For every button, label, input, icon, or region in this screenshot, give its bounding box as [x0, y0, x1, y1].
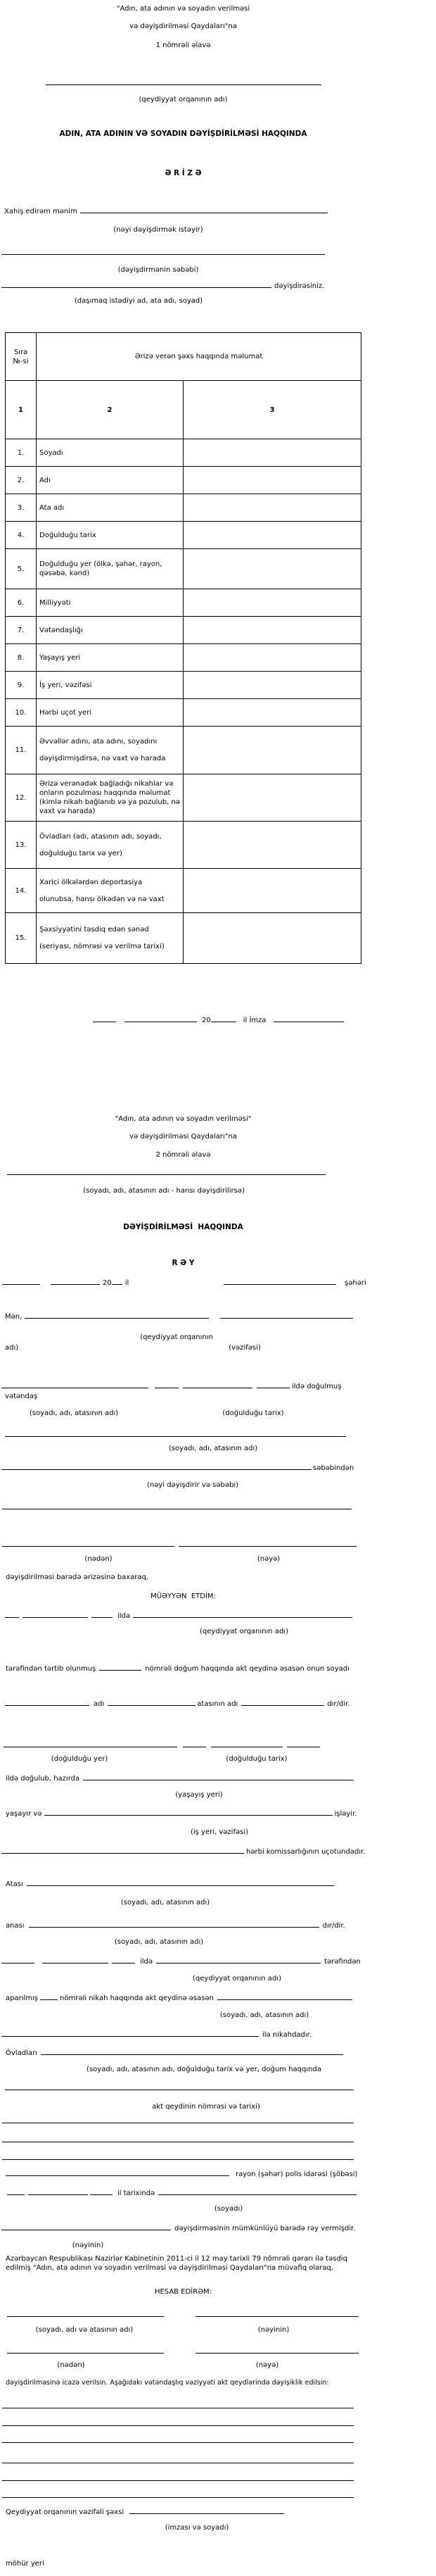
row-value-empty	[184, 439, 361, 467]
col-number-3: 3	[184, 381, 361, 439]
opinion-date-line	[4, 2188, 362, 2198]
decision-blank-right	[195, 2310, 359, 2320]
caption-change-reason: (dəyişdirmənin səbəbi)	[117, 266, 199, 274]
row-value-empty	[184, 869, 361, 913]
ilde-text: ildə	[117, 1612, 131, 1620]
blank-field	[2, 1502, 352, 1509]
blank-field	[224, 1278, 336, 1285]
police-text: rayon (şəhər) polis idarəsi (şöbəsi)	[236, 2170, 358, 2178]
blank-field	[5, 1699, 89, 1706]
opinion-line	[4, 2223, 362, 2233]
seal-place-text: möhür yeri	[6, 2560, 44, 2568]
col-header-number	[6, 333, 37, 381]
caption-job: (iş yeri, vəzifəsi)	[190, 1828, 249, 1836]
compiled-by-text: tərəfindən tərtib olunmuş	[6, 1665, 96, 1673]
blank-field	[241, 1699, 324, 1706]
row-label-line2: (seriyası, nömrəsi və verilmə tarixi)	[39, 943, 165, 950]
blank-field	[44, 1809, 333, 1816]
row-label-line2: doğulduğu tarix və yer)	[39, 849, 122, 857]
table-row	[6, 549, 361, 589]
blank-line	[4, 2419, 362, 2429]
from-to-blanks-line	[4, 1540, 362, 1550]
decision-blanks-line	[4, 2346, 362, 2356]
caption-position: (vəzifəsi)	[229, 1344, 261, 1352]
il-text: il	[124, 1279, 129, 1287]
request-line	[4, 206, 362, 216]
row-value-empty	[184, 467, 361, 494]
caption-children-part1: (soyadı, adı, atasının adı, doğulduğu tarix və yer, doğum haqqında	[86, 2066, 321, 2073]
blank-field	[195, 2346, 359, 2354]
blank-field	[7, 2346, 164, 2354]
blank-field	[274, 1015, 344, 1022]
blank-field	[2, 2401, 354, 2408]
blank-line	[4, 1502, 362, 1512]
table-row	[6, 644, 361, 672]
blank-field	[133, 1611, 352, 1618]
row-label-line1: Doğulduğu yer (ölkə, şəhər, rayon, qəsəbə, kənd)	[39, 560, 162, 577]
blank-field	[40, 1993, 58, 2000]
blank-field	[211, 1015, 236, 1022]
annex1-note-line3: 1 nömrəli əlavə	[155, 42, 211, 49]
row-label	[37, 913, 184, 964]
blank-line	[4, 1430, 362, 1440]
mother-line	[4, 1921, 362, 1930]
father-line	[4, 1879, 362, 1889]
work-line	[4, 1809, 362, 1818]
mother-text: anası	[6, 1922, 25, 1930]
caption-fio: (soyadı, adı, atasının adı)	[219, 2011, 309, 2019]
blank-line	[4, 2401, 362, 2411]
blank-field	[1, 1463, 312, 1470]
blank-field	[179, 1540, 357, 1547]
caption-residence: (yaşayış yeri)	[175, 1791, 223, 1799]
row-label-line1: İş yeri, vəzifəsi	[39, 681, 92, 689]
row-value-empty	[184, 549, 361, 589]
police-line	[4, 2169, 362, 2179]
registry-name-blank-line	[4, 78, 362, 88]
table-header-row	[6, 333, 361, 381]
caption-registry-name: (qeydiyyat orqanının adı)	[200, 1628, 288, 1635]
blank-line	[4, 2436, 362, 2446]
blank-field	[211, 1740, 283, 1747]
blank-field	[7, 2310, 164, 2317]
caption-fio: (soyadı, adı, atasının adı)	[168, 1445, 258, 1452]
blank-line	[4, 2491, 362, 2501]
table-row	[6, 774, 361, 822]
row-label	[37, 439, 184, 467]
blank-field	[93, 1015, 116, 1022]
blank-field	[7, 2188, 25, 2195]
row-label	[37, 644, 184, 672]
blank-field	[28, 2188, 88, 2195]
blank-field	[5, 1611, 19, 1618]
row-label	[37, 699, 184, 727]
annex1-subtitle-erize: Ə R İ Z Ə	[165, 169, 202, 177]
caption-what-to-change: (nəyi dəyişdirmək istəyir)	[113, 226, 203, 234]
birth-place-date-blanks	[4, 1740, 362, 1750]
blank-field	[91, 1611, 113, 1618]
ilde-text: ildə	[140, 1958, 153, 1966]
il-tarixinde-text: il tarixində	[117, 2189, 155, 2197]
reason-blank-line	[4, 248, 362, 258]
marriage-registry-line	[4, 1956, 362, 1966]
row-number: 9.	[6, 672, 37, 699]
annex1-note-line1: "Adın, ata adının və soyadın verilməsi	[116, 5, 250, 13]
annex1-note-line2: və dəyişdirilməsi Qaydaları"na	[129, 23, 237, 30]
reviewed-text: dəyişdirilməsi barədə ərizəsinə baxaraq,	[6, 1573, 149, 1581]
row-number: 11.	[6, 727, 37, 774]
row-number: 5.	[6, 549, 37, 589]
blank-field	[112, 1956, 135, 1964]
military-line	[4, 1847, 366, 1856]
caption-to: (nəyə)	[257, 1555, 281, 1563]
blank-field	[90, 2188, 113, 2195]
caption-registry-part2: adı)	[5, 1344, 19, 1352]
row-value-empty	[184, 727, 361, 774]
born-in-text: ildə doğulmuş	[292, 1383, 342, 1390]
row-label	[37, 589, 184, 617]
blank-field	[2, 2474, 354, 2481]
decision-blanks-line	[4, 2310, 362, 2320]
row-label	[37, 549, 184, 589]
decision-blank-right	[195, 2346, 359, 2356]
registry-date-line	[4, 1611, 362, 1621]
blank-field	[2, 2116, 354, 2123]
men-line	[4, 1312, 362, 1321]
row-label	[37, 774, 184, 822]
blank-field	[42, 1956, 108, 1964]
caption-children-part2: akt qeydinin nömrəsi və tarixi)	[152, 2103, 260, 2111]
blank-field	[2, 2456, 354, 2463]
row-label	[37, 494, 184, 522]
born-line	[4, 1381, 362, 1391]
year-prefix-text: 20	[202, 1017, 211, 1024]
caption-which-changed: (soyadı, adı, atasının adı - hansı dəyişdirilirsə)	[83, 1187, 245, 1195]
reason-line	[4, 1463, 362, 1473]
children-line	[4, 2048, 362, 2058]
blank-field	[5, 2083, 354, 2090]
caption-from: (nədən)	[84, 1555, 113, 1563]
city-text: şəhəri	[345, 1279, 366, 1287]
children-text: Övladları	[6, 2049, 37, 2057]
caption-registry-part1: (qeydiyyat orqanının	[140, 1333, 213, 1341]
table-row	[6, 494, 361, 522]
blank-field	[99, 1664, 141, 1671]
aparilmis-text: aparılmış	[6, 1994, 39, 2002]
blank-field	[1, 2223, 171, 2230]
adi-text: adı	[94, 1700, 105, 1708]
blank-field	[29, 1921, 319, 1928]
row-label	[37, 617, 184, 644]
caption-birth-place: (doğulduğu yer)	[51, 1755, 108, 1763]
row-label-line1: Xarici ölkələrdən deportasiya	[39, 878, 143, 886]
blank-field	[183, 1381, 252, 1388]
col-header-number-line1: Sıra	[13, 348, 28, 356]
marriage-act-line	[4, 1993, 362, 2003]
blank-field	[80, 206, 328, 213]
blank-field	[1, 248, 325, 255]
row-label	[37, 822, 184, 869]
terefinden-text: tərəfindən	[324, 1958, 361, 1966]
request-lead-text: Xahiş edirəm mənim	[4, 208, 77, 215]
consider-heading: HESAB EDİRƏM:	[154, 2288, 212, 2296]
determined-heading: MÜƏYYƏN ETDİM:	[150, 1592, 216, 1600]
blank-field	[2, 2491, 354, 2498]
blank-field	[27, 1879, 334, 1886]
blank-line	[4, 2135, 362, 2145]
row-number: 6.	[6, 589, 37, 617]
blank-field	[220, 1312, 353, 1319]
dir-text: dır/dir.	[327, 1700, 350, 1708]
col-number-2: 2	[37, 381, 184, 439]
row-value-empty	[184, 589, 361, 617]
blank-field	[2, 2153, 354, 2160]
blank-field	[51, 1278, 100, 1285]
table-row	[6, 467, 361, 494]
annex2-note-line2: və dəyişdirilməsi Qaydaları"na	[129, 1133, 237, 1141]
blank-field	[155, 1381, 179, 1388]
blank-field	[4, 1740, 177, 1747]
row-label	[37, 522, 184, 549]
row-number: 13.	[6, 822, 37, 869]
col-header-info: Ərizə verən şəxs haqqında məlumat	[37, 333, 361, 381]
works-text: işləyir.	[334, 1810, 357, 1818]
table-row	[6, 522, 361, 549]
date-city-line	[4, 1278, 366, 1288]
row-number: 8.	[6, 644, 37, 672]
row-label-line1: Övladları (adı, atasının adı, soyadı,	[39, 832, 162, 841]
date-signature-line	[4, 1015, 362, 1025]
official-text: Qeydiyyat orqanının vəzifəli şəxsi	[6, 2508, 124, 2516]
caption-to: (nəyə)	[255, 2361, 279, 2369]
blank-field	[124, 1015, 197, 1022]
legal-reference-paragraph: Azərbaycan Respublikası Nazirlər Kabinetinin 2011-ci il 12 may tarixli 79 nömrəli qərarı ilə təsdiq edilmiş "Adın, ata adının və soyadın verilməsi və dəyişdirilməsi Qaydaları"na müvafiq olaraq,	[6, 2255, 347, 2272]
father-text: Atası	[6, 1880, 23, 1888]
married-to-line	[4, 2030, 362, 2040]
row-label-line1: Şəxsiyyətini təsdiq edən sənəd	[39, 926, 149, 934]
blank-line	[4, 2083, 362, 2093]
caption-surname: (soyadı)	[214, 2205, 243, 2213]
table-row	[6, 672, 361, 699]
row-value-empty	[184, 617, 361, 644]
request-tail-text: dəyişdirəsiniz.	[274, 282, 325, 290]
row-number: 10.	[6, 699, 37, 727]
blank-field	[257, 1381, 290, 1388]
city-group	[224, 1278, 366, 1288]
blank-field	[25, 1312, 209, 1319]
blank-field	[1, 1956, 34, 1964]
row-number: 4.	[6, 522, 37, 549]
blank-field	[2, 2135, 354, 2142]
col-header-number-line2: №-si	[13, 357, 29, 365]
blank-field	[2, 1278, 40, 1285]
applicant-info-table	[5, 332, 361, 964]
official-signature-line	[4, 2507, 362, 2517]
dir-text: dır/dir.	[322, 1922, 345, 1930]
reason-suffix-text: səbəbindən	[313, 1464, 354, 1472]
col-number-1: 1	[6, 381, 37, 439]
residence-line	[4, 1773, 362, 1783]
row-label-line2: dəyişdirmişdirsə, nə vaxt və harada	[39, 755, 166, 762]
blank-field	[287, 1740, 320, 1747]
caption-fio: (soyadı, adı, atasının adı)	[114, 1938, 204, 1946]
blank-field	[195, 2310, 359, 2317]
blank-field	[158, 2188, 357, 2195]
row-label-line1: Ata adı	[39, 503, 65, 512]
table-row	[6, 869, 361, 913]
blank-field	[7, 1168, 326, 1175]
row-label-line1: Vətəndaşlığı	[39, 626, 83, 634]
row-value-empty	[184, 699, 361, 727]
registry-name-caption: (qeydiyyat orqanının adı)	[139, 96, 228, 103]
blank-field	[1, 281, 271, 288]
row-value-empty	[184, 774, 361, 822]
marriage-act-text: nömrəli nikah haqqında akt qeydinə əsasən	[60, 1994, 214, 2002]
row-value-empty	[184, 913, 361, 964]
blank-field	[41, 2048, 343, 2055]
citizen-text: vətəndaş	[5, 1393, 38, 1400]
opinion-text: dəyişdirməsinin mümkünlüyü barədə rəy vermişdir.	[174, 2225, 356, 2232]
row-label	[37, 869, 184, 913]
caption-line	[4, 1343, 362, 1352]
blank-field	[83, 1773, 354, 1780]
blank-line	[4, 2153, 362, 2163]
row-value-empty	[184, 644, 361, 672]
blank-field	[183, 1740, 206, 1747]
blank-field	[6, 2169, 229, 2176]
row-label-line1: Yaşayış yeri	[39, 653, 81, 662]
table-row	[6, 822, 361, 869]
caption-desired-name: (daşımaq istədiyi ad, ata adı, soyad)	[74, 297, 203, 305]
caption-signature-surname: (imzası və soyadı)	[165, 2524, 229, 2532]
table-row	[6, 617, 361, 644]
blank-field	[46, 78, 321, 85]
blank-field	[129, 2507, 284, 2514]
row-value-empty	[184, 672, 361, 699]
row-label	[37, 727, 184, 774]
annex2-note-line3: 2 nömrəli əlavə	[155, 1151, 211, 1159]
father-name-text: atasının adı	[197, 1700, 238, 1708]
blank-field	[217, 1993, 352, 2000]
row-label	[37, 467, 184, 494]
blank-field	[2, 2436, 354, 2443]
row-label-line1: Milliyyəti	[39, 598, 71, 607]
blank-field	[2, 2419, 354, 2426]
row-value-empty	[184, 822, 361, 869]
blank-line	[4, 2456, 362, 2466]
row-number: 2.	[6, 467, 37, 494]
married-to-text: ilə nikahdadır.	[262, 2031, 312, 2039]
row-label-line2: olunubsa, hansı ölkədən və nə vaxt	[39, 895, 165, 903]
row-label-line1: Adı	[39, 476, 51, 484]
blank-field	[112, 1278, 122, 1285]
il-imza-text: il İmza	[243, 1017, 267, 1024]
row-number: 15.	[6, 913, 37, 964]
blank-field	[2, 1540, 174, 1547]
permit-text: dəyişdirilməsinə icazə verilsin. Aşağıdakı vətəndaşlıq vəziyyəti akt qeydlərində dəyişiklik edilsin:	[6, 2379, 329, 2387]
row-label-line1: Ərizə verənədək bağladığı nikahlar və onların pozulması haqqında məlumat (kimlə nikah bağlanıb və ya pozulub, nə vaxt və harada)	[39, 780, 180, 815]
row-number: 1.	[6, 439, 37, 467]
birth-act-line	[4, 1664, 362, 1673]
row-label-line1: Soyadı	[39, 448, 63, 457]
blank-field	[5, 1430, 346, 1437]
name-fields-line	[4, 1699, 362, 1709]
blank-field	[1, 1847, 244, 1854]
table-row	[6, 589, 361, 617]
row-label-line1: Doğulduğu tarix	[39, 531, 96, 539]
annex1-title: ADIN, ATA ADININ VƏ SOYADIN DƏYİŞDİRİLMƏSİ HAQQINDA	[59, 130, 307, 138]
row-number: 7.	[6, 617, 37, 644]
blank-field	[108, 1699, 195, 1706]
year-prefix-text: 20	[103, 1279, 112, 1287]
caption-whose: (nəyinin)	[257, 2326, 290, 2334]
row-number: 3.	[6, 494, 37, 522]
changed-name-blank-line	[4, 1168, 362, 1178]
blank-line	[4, 2116, 362, 2126]
blank-line	[4, 2474, 362, 2484]
military-text: hərbi komissarlığının uçotundadır.	[246, 1848, 366, 1856]
annex2-title: DƏYİŞDİRİLMƏSİ HAQQINDA	[123, 1223, 243, 1231]
annex2-subtitle-rey: R Ə Y	[172, 1259, 195, 1267]
born-now-text: ildə doğulub, hazırda	[6, 1775, 80, 1783]
row-value-empty	[184, 494, 361, 522]
caption-from: (nədən)	[57, 2361, 85, 2369]
table-row	[6, 699, 361, 727]
blank-field	[1, 1381, 148, 1388]
blank-field	[23, 1611, 88, 1618]
birth-act-text: nömrəli doğum haqqında akt qeydinə əsasən onun soyadı	[145, 1665, 350, 1673]
row-label	[37, 672, 184, 699]
row-label-line1: Əvvəllər adını, ata adını, soyadını	[39, 738, 158, 746]
annex2-note-line1: "Adın, ata adının və soyadın verilməsi"	[115, 1115, 252, 1123]
blank-field	[1, 2030, 259, 2037]
table-row	[6, 439, 361, 467]
row-label-line1: Hərbi uçot yeri	[39, 708, 92, 717]
lives-and-text: yaşayır və	[6, 1810, 42, 1818]
caption-fio: (soyadı, adı, atasının adı)	[29, 1409, 119, 1417]
request-tail-line	[4, 281, 362, 291]
table-subheader-row	[6, 381, 361, 439]
caption-registry-name: (qeydiyyat orqanının adı)	[193, 1975, 281, 1983]
table-row	[6, 727, 361, 774]
caption-birth-date: (doğulduğu tarix)	[222, 1409, 284, 1417]
caption-whose: (nəyinin)	[72, 2242, 104, 2249]
caption-change-and-reason: (nəyi dəyişdirir və səbəbi)	[146, 1481, 239, 1489]
row-number: 12.	[6, 774, 37, 822]
men-text: Mən,	[5, 1313, 23, 1321]
caption-birth-date: (doğulduğu tarix)	[226, 1755, 288, 1763]
blank-field	[156, 1956, 321, 1964]
caption-fio-full: (soyadı, adı və atasının adı)	[35, 2326, 134, 2334]
table-row	[6, 913, 361, 964]
row-value-empty	[184, 522, 361, 549]
row-number: 14.	[6, 869, 37, 913]
caption-fio: (soyadı, adı, atasının adı)	[120, 1899, 210, 1906]
